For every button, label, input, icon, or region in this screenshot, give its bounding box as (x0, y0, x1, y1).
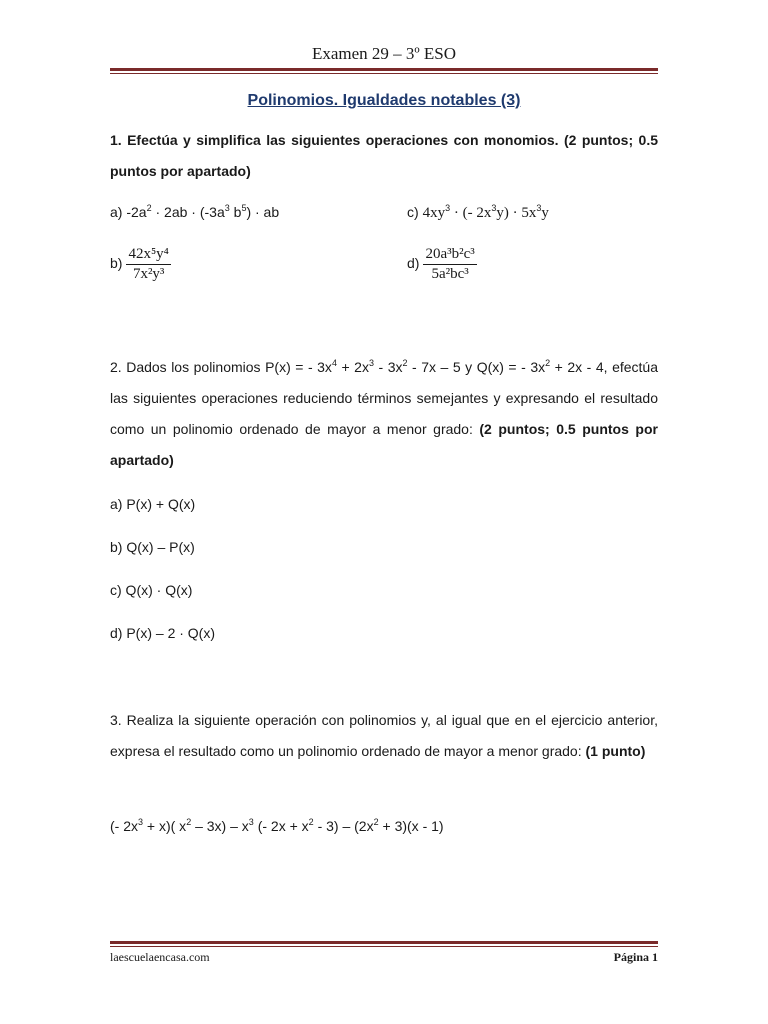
question-1-points: (2 puntos; 0.5 puntos por apartado) (110, 132, 658, 179)
expr-part: (- 2x (110, 818, 138, 834)
q2-text: + 2x - 4, efectúa las siguientes operaciones reduciendo términos semejantes y expresando el resultado como un polinomio ordenado de mayor a menor grado: (110, 359, 658, 437)
footer-rule (110, 941, 658, 947)
item-c-label: c) (407, 204, 423, 220)
q2-text: - 3x (373, 359, 403, 375)
header-title: Examen 29 – 3º ESO (311, 44, 457, 63)
q3-text: 3. Realiza la siguiente operación con polinomios y, al igual que en el ejercicio anterior, expresa el resultado como un polinomio ordenado de mayor a menor grado: (110, 712, 658, 759)
footer-site: laescuelaencasa.com (110, 950, 210, 964)
exponent: 2 (308, 817, 314, 827)
exponent: 5 (241, 203, 247, 213)
item-a-label: a) (110, 204, 127, 220)
question-2-item-a: a) P(x) + Q(x) (110, 496, 196, 512)
item-b-label: b) (110, 255, 123, 272)
document-title: Polinomios. Igualdades notables (3) (247, 92, 521, 109)
exponent: 3 (248, 817, 254, 827)
question-3-statement (110, 705, 658, 767)
q2-text: - 7x – 5 y Q(x) = - 3x (407, 359, 546, 375)
question-3-expression (110, 818, 444, 834)
exponent: 2 (545, 358, 551, 368)
fraction-denominator: 7x²y³ (132, 266, 165, 282)
expr-part: – 3x) – x (191, 818, 249, 834)
expr-part: · (- 2x (450, 205, 492, 221)
question-2-item-c: c) Q(x) · Q(x) (110, 582, 193, 598)
exponent: 3 (224, 203, 230, 213)
exponent: 4 (331, 358, 337, 368)
fraction-denominator: 5a²bc³ (431, 266, 469, 282)
exponent: 3 (491, 203, 497, 213)
footer-page-number: Página 1 (613, 950, 658, 964)
exponent: 2 (373, 817, 379, 827)
question-1-number: 1 (110, 132, 118, 148)
question-1-text: . Efectúa y simplifica las siguientes operaciones con monomios. (117, 132, 564, 148)
question-2-item-b: b) Q(x) – P(x) (110, 539, 195, 555)
question-3-points: (1 punto) (585, 743, 646, 759)
expr-part: -2a (126, 204, 147, 220)
header-rule (110, 68, 658, 74)
expr-part: (- 2x + x (253, 818, 309, 834)
question-2-statement (110, 352, 658, 476)
expr-part: b (229, 204, 242, 220)
question-1-item-d (407, 245, 477, 284)
exponent: 2 (402, 358, 408, 368)
exponent: 3 (536, 203, 542, 213)
q2-text: 2. Dados los polinomios P(x) = - 3x (110, 359, 332, 375)
expr-part: 4xy (422, 205, 446, 221)
exponent: 3 (445, 203, 451, 213)
expr-part: - 3) – (2x (313, 818, 374, 834)
exponent: 3 (368, 358, 374, 368)
question-2-item-d: d) P(x) – 2 · Q(x) (110, 625, 216, 641)
question-1-statement (110, 125, 658, 187)
exponent: 3 (138, 817, 144, 827)
expr-part: y (541, 205, 549, 221)
expr-part: y) · 5x (496, 205, 537, 221)
fraction-numerator: 42x⁵y⁴ (126, 245, 170, 265)
expr-part: ) · ab (246, 204, 280, 220)
fraction-numerator: 20a³b²c³ (423, 245, 476, 265)
question-1-item-c (407, 204, 549, 222)
expr-part: · 2ab · (-3a (151, 204, 225, 220)
question-1-item-b (110, 245, 171, 284)
exponent: 2 (146, 203, 152, 213)
question-1-item-a (110, 204, 279, 220)
exponent: 2 (186, 817, 192, 827)
q2-text: + 2x (336, 359, 369, 375)
item-d-label: d) (407, 255, 420, 272)
fraction-b (126, 245, 170, 284)
expr-part: + x)( x (143, 818, 187, 834)
question-2-points: (2 puntos; 0.5 puntos por apartado) (110, 421, 658, 468)
expr-part: + 3)(x - 1) (378, 818, 444, 834)
fraction-d (423, 245, 476, 284)
